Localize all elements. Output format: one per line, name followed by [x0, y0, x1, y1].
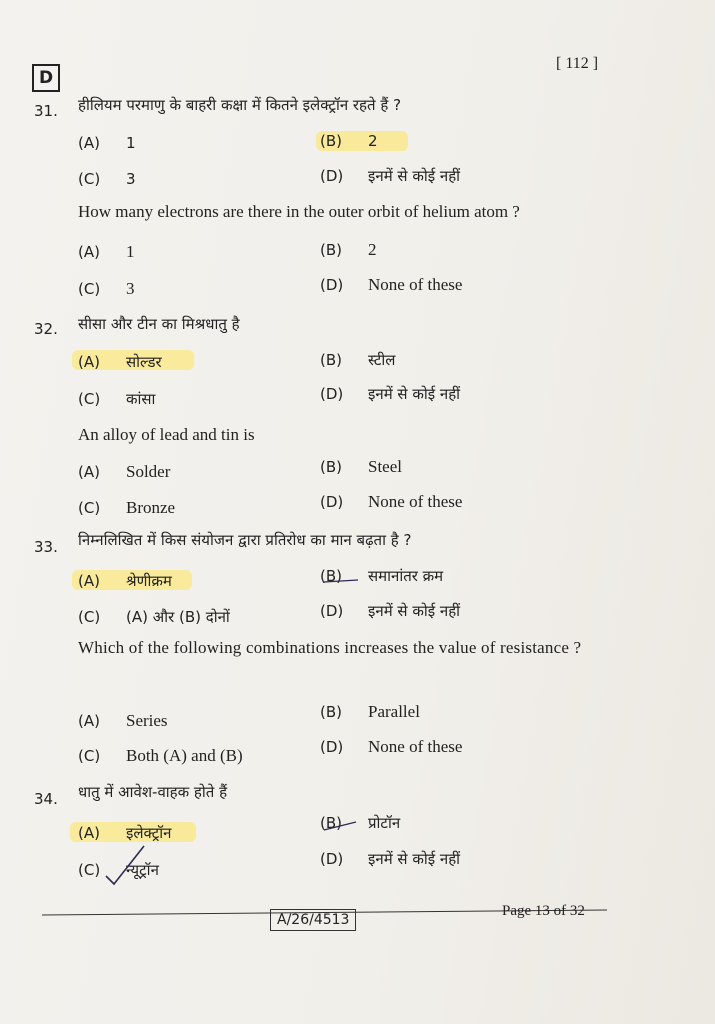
- option-d: (D) इनमें से कोई नहीं: [320, 167, 461, 185]
- pen-strike-mark: [322, 812, 362, 836]
- option-c: (C) 3: [78, 279, 135, 298]
- question-number: 31.: [34, 102, 58, 120]
- paper-code: [ 112 ]: [556, 55, 599, 72]
- question-number: 33.: [34, 538, 58, 556]
- option-a: (A) इलेक्ट्रॉन: [78, 824, 172, 842]
- option-b: (B) 2: [320, 132, 378, 150]
- question-text-hindi: सीसा और टीन का मिश्रधातु है: [78, 315, 240, 333]
- question-number: 34.: [34, 790, 58, 808]
- option-d: (D) None of these: [320, 492, 463, 511]
- option-d: (D) इनमें से कोई नहीं: [320, 385, 461, 403]
- option-a: (A) 1: [78, 242, 135, 261]
- pen-strike-mark: [322, 566, 362, 586]
- question-number: 32.: [34, 320, 58, 338]
- option-a: (A) Solder: [78, 462, 171, 481]
- option-a: (A) Series: [78, 711, 168, 730]
- option-c: (C) Both (A) and (B): [78, 746, 243, 765]
- question-text-english: Which of the following combinations increases the value of resistance ?: [78, 638, 582, 657]
- option-a: (A) श्रेणीक्रम: [78, 572, 172, 590]
- option-b: (B) समानांतर क्रम: [320, 567, 444, 585]
- option-b: (B) 2: [320, 240, 377, 259]
- option-b: (B) स्टील: [320, 351, 396, 369]
- option-c: (C) Bronze: [78, 498, 176, 517]
- footer-paper-code: A/26/4513: [270, 909, 356, 931]
- pen-tick-mark: [100, 842, 148, 888]
- option-b: (B) Steel: [320, 457, 402, 476]
- option-d: (D) इनमें से कोई नहीं: [320, 602, 461, 620]
- option-a: (A) सोल्डर: [78, 353, 162, 371]
- option-c: (C) (A) और (B) दोनों: [78, 608, 230, 626]
- option-d: (D) None of these: [320, 737, 463, 756]
- option-b: (B) प्रोटॉन: [320, 814, 401, 832]
- option-c: (C) 3: [78, 170, 136, 188]
- option-c: (C) न्यूट्रॉन: [78, 861, 159, 879]
- question-text-english: An alloy of lead and tin is: [78, 425, 255, 444]
- question-text-hindi: धातु में आवेश-वाहक होते हैं: [78, 783, 228, 801]
- option-d: (D) None of these: [320, 275, 463, 294]
- option-a: (A) 1: [78, 134, 136, 152]
- option-b: (B) Parallel: [320, 702, 420, 721]
- set-label: D: [32, 64, 60, 92]
- option-d: (D) इनमें से कोई नहीं: [320, 850, 461, 868]
- page-number: Page 13 of 32: [502, 903, 585, 919]
- question-text-hindi: हीलियम परमाणु के बाहरी कक्षा में कितने इलेक्ट्रॉन रहते हैं ?: [78, 96, 402, 114]
- option-c: (C) कांसा: [78, 390, 156, 408]
- question-text-hindi: निम्नलिखित में किस संयोजन द्वारा प्रतिरोध का मान बढ़ता है ?: [78, 531, 412, 549]
- question-text-english: How many electrons are there in the outer orbit of helium atom ?: [78, 202, 520, 221]
